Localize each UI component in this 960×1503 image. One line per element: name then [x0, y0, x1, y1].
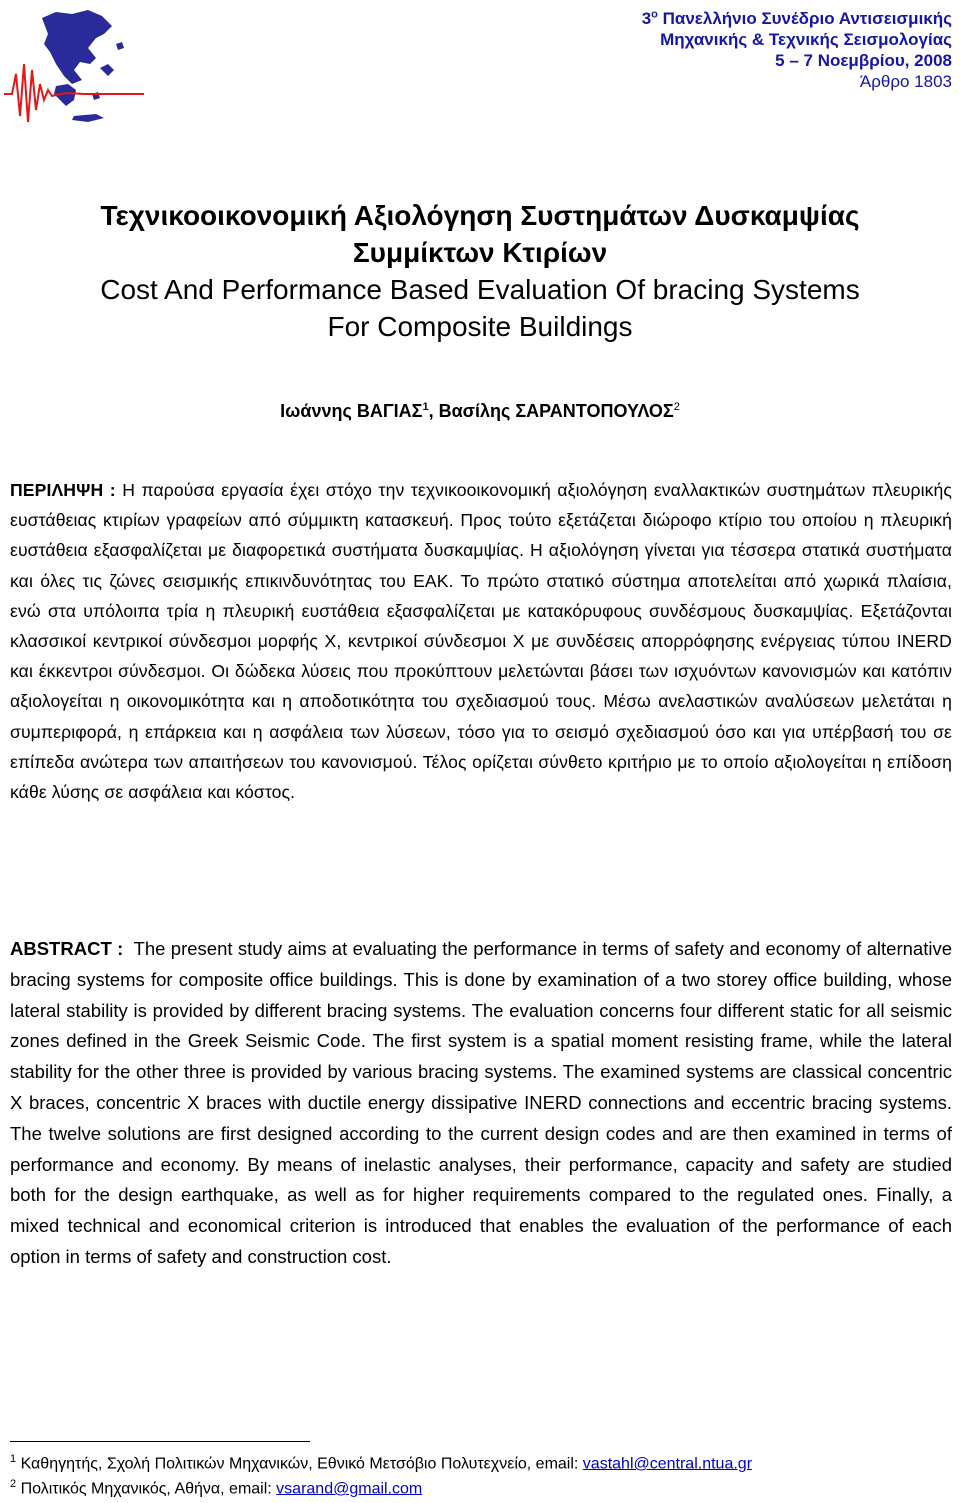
title-english-line1: Cost And Performance Based Evaluation Of bracing Systems	[100, 274, 860, 305]
author-1-note: 1	[422, 401, 429, 413]
english-abstract-text: The present study aims at evaluating the performance in terms of safety and economy of alternative bracing systems for composite office buildings. This is done by examination of a two storey office building, whose lateral stability is provided by different bracing systems. The evaluation concerns four different static for all seismic zones defined in the Greek Seismic Code. The first system is a spatial moment resisting frame, while the lateral stability for the other three is provided by various bracing systems. The examined systems are classical concentric X braces, concentric X braces with ductile energy dissipative INERD connections and eccentric bracing systems. The twelve solutions are first designed according to the current design codes and are then examined in terms of performance and economy. By means of inelastic analyses, their performance, capacity and safety are studied both for the design earthquake, as well as for higher requirements compared to the regulated ones. Finally, a mixed technical and economical criterion is introduced that enables the evaluation of the performance of each option in terms of safety and construction cost.	[10, 938, 952, 1267]
greece-map-icon	[42, 10, 124, 122]
authors: Ιωάννης ΒΑΓΙΑΣ$^1$, Βασίλης ΣΑΡΑΝΤΟΠΟΥΛΟΣ$^2$	[280, 401, 680, 421]
author-2-note: 2	[673, 401, 680, 413]
conference-title-line2: Μηχανικής & Τεχνικής Σεισμολογίας	[660, 30, 952, 49]
title-english-line2: For Composite Buildings	[327, 311, 633, 342]
english-abstract-label: ABSTRACT :	[10, 938, 124, 959]
footnote-divider	[10, 1441, 310, 1442]
paper-title	[0, 197, 960, 345]
author-1: Ιωάννης ΒΑΓΙΑΣ	[280, 401, 423, 421]
author-2: Βασίλης ΣΑΡΑΝΤΟΠΟΥΛΟΣ	[438, 401, 674, 421]
greek-abstract	[10, 475, 952, 807]
conference-title-line1: $3^o$ Πανελλήνιο Συνέδριο Αντισεισμικής	[641, 8, 952, 28]
greek-abstract-text: Η παρούσα εργασία έχει στόχο την τεχνικοοικονομική αξιολόγηση εναλλακτικών συστημάτων πλευρικής ευστάθειας κτιρίων γραφείων από σύμμικτη κατασκευή. Προς τούτο εξετάζεται διώροφο κτίριο του οποίου η πλευρική ευστάθεια εξασφαλίζεται με διαφορετικά συστήματα δυσκαμψίας. Η αξιολόγηση γίνεται για τέσσερα στατικά συστήματα και όλες τις ζώνες σεισμικής επικινδυνότητας του ΕΑΚ. Το πρώτο στατικό σύστημα αποτελείται από χωρικά πλαίσια, ενώ στα υπόλοιπα τρία η πλευρική ευστάθεια εξασφαλίζεται με κατακόρυφους συνδέσμους δυσκαμψίας. Εξετάζονται κλασσικοί κεντρικοί σύνδεσμοι μορφής Χ, κεντρικοί σύνδεσμοι Χ με συνδέσεις απορρόφησης ενέργειας τύπου INERD και έκκεντροι σύνδεσμοι. Οι δώδεκα λύσεις που προκύπτουν μελετώνται βάσει των ισχυόντων κανονισμών και κατόπιν αξιολογείται η οικονομικότητα και η αποδοτικότητα του σχεδιασμού τους. Μέσω ανελαστικών αναλύσεων μελετάται η συμπεριφορά, η επάρκεια και η ασφάλεια των λύσεων, τόσο για το σεισμό σχεδιασμού όσο και για υπέρβασή του σε επίπεδα ανώτερα των απαιτήσεων του κανονισμού. Τέλος ορίζεται σύνθετο κριτήριο με το οποίο αξιολογείται η επίδοση κάθε λύσης σε ασφάλεια και κόστος.	[10, 480, 952, 803]
article-number: Άρθρο 1803	[859, 72, 952, 91]
conference-logo	[4, 4, 144, 134]
footnote-2-email-link[interactable]: vsarand@gmail.com	[276, 1480, 423, 1498]
footnote-1: $^1$ Καθηγητής, Σχολή Πολιτικών Μηχανικών, Εθνικό Μετσόβιο Πολυτεχνείο, email: vastahl@central.ntua.gr	[10, 1453, 753, 1473]
title-greek-line1: Τεχνικοοικονομική Αξιολόγηση Συστημάτων Δυσκαμψίας	[100, 200, 860, 231]
footnote-2: $^2$ Πολιτικός Μηχανικός, Αθήνα, email: vsarand@gmail.com	[10, 1478, 423, 1498]
footnote-1-email-link[interactable]: vastahl@central.ntua.gr	[582, 1455, 753, 1473]
conference-dates: 5 – 7 Νοεμβρίου, 2008	[775, 51, 952, 70]
english-abstract	[10, 934, 952, 1273]
greek-abstract-label: ΠΕΡΙΛΗΨΗ :	[10, 480, 116, 500]
title-greek-line2: Συμμίκτων Κτιρίων	[352, 237, 608, 268]
conference-header	[642, 8, 952, 92]
